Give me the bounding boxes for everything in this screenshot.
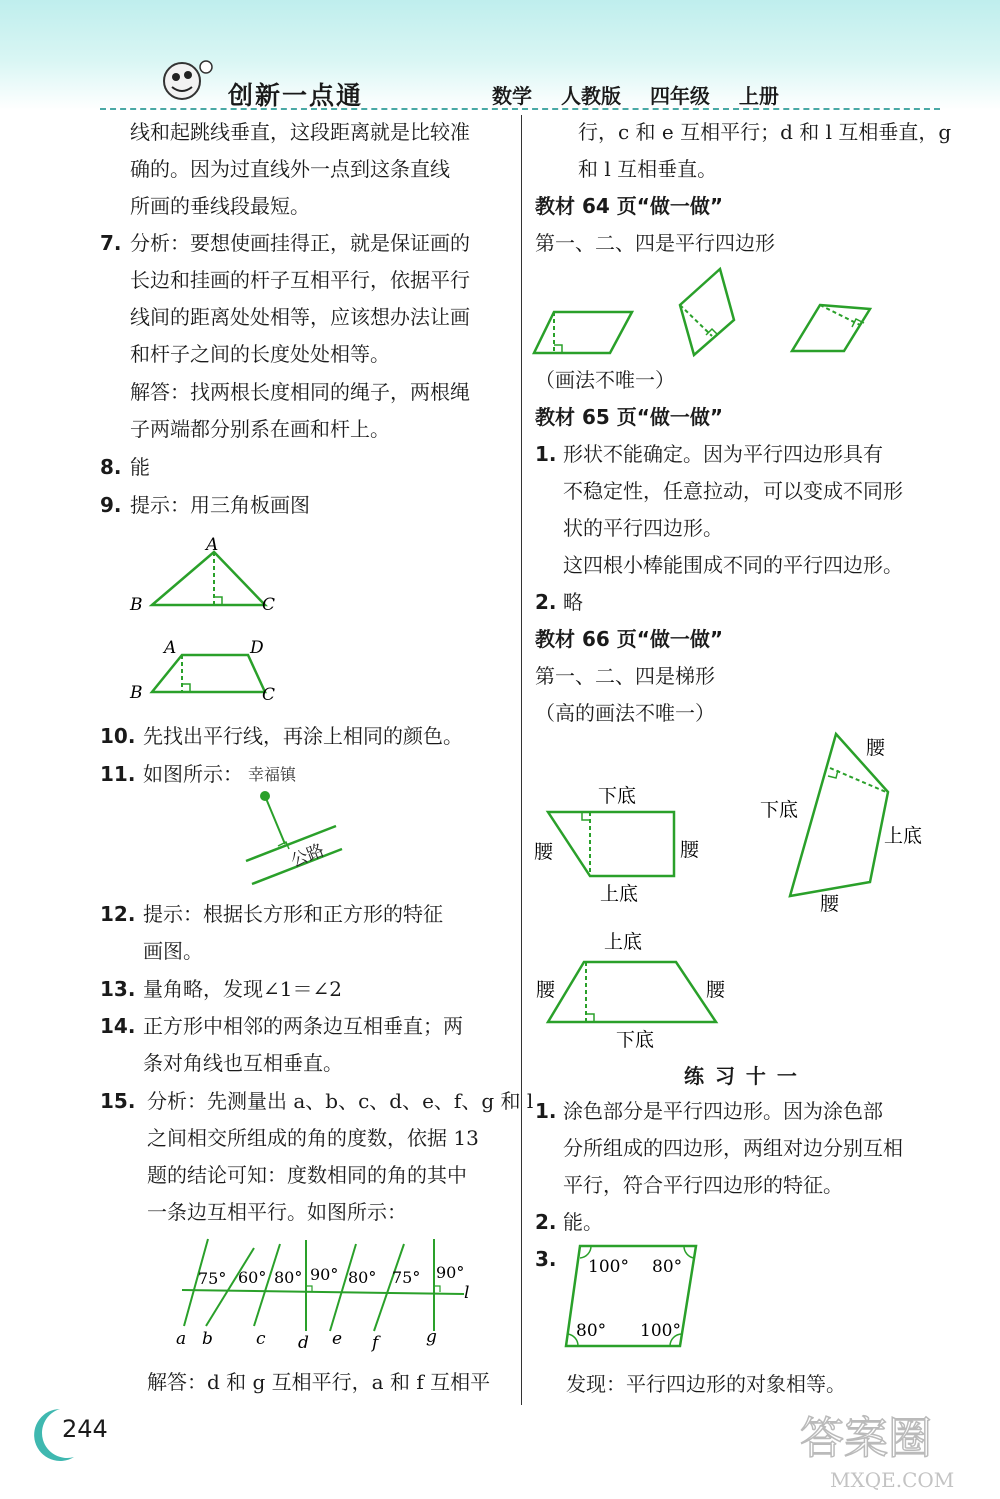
upper-base-label: 上底 xyxy=(600,883,639,905)
q15-diagram xyxy=(168,1236,488,1366)
q12-number: 12. xyxy=(100,902,136,926)
header-rule xyxy=(100,108,940,110)
q12-line: 画图。 xyxy=(143,939,203,963)
label-d: D xyxy=(250,638,264,658)
lower-base-label: 下底 xyxy=(760,799,799,821)
ex3-finding: 发现：平行四边形的对象相等。 xyxy=(566,1372,846,1396)
angle-label: 80° xyxy=(652,1257,683,1277)
angle-label: 100° xyxy=(588,1257,629,1277)
ex3-parallelogram xyxy=(560,1238,710,1354)
line-label: f xyxy=(372,1333,379,1353)
q7-line: 和杆子之间的长度处处相等。 xyxy=(130,342,390,366)
ex1-line: 分所组成的四边形，两组对边分别互相 xyxy=(563,1136,903,1160)
s65-q2-number: 2. xyxy=(535,590,557,614)
s65-q1-number: 1. xyxy=(535,442,557,466)
line-label: d xyxy=(298,1333,309,1353)
label-a: A xyxy=(164,638,177,658)
q8-text: 能 xyxy=(130,455,150,479)
ex1-line: 涂色部分是平行四边形。因为涂色部 xyxy=(563,1099,883,1123)
trapezoid-diagrams xyxy=(530,730,950,1050)
leg-label: 腰 xyxy=(866,737,886,759)
q15-answer: 解答：d 和 g 互相平行，a 和 f 互相平 xyxy=(147,1370,491,1394)
ex1-line: 平行，符合平行四边形的特征。 xyxy=(563,1173,843,1197)
q14-line: 条对角线也互相垂直。 xyxy=(143,1051,343,1075)
volume: 上册 xyxy=(738,84,779,108)
q9-number: 9. xyxy=(100,493,122,517)
book-meta xyxy=(492,80,801,109)
s65-q1-line: 不稳定性，任意拉动，可以变成不同形 xyxy=(563,479,903,503)
leg-label: 腰 xyxy=(680,839,700,861)
section-66-title: 教材 66 页“做一做” xyxy=(535,627,724,651)
q7-line: 线间的距离处处相等，应该想办法让画 xyxy=(130,305,470,329)
ex2-number: 2. xyxy=(535,1210,557,1234)
q8-number: 8. xyxy=(100,455,122,479)
subject: 数学 xyxy=(492,84,532,108)
angle-label: 60° xyxy=(238,1268,267,1287)
watermark-url: MXQE.COM xyxy=(830,1468,955,1492)
q7-line: 分析：要想使画挂得正，就是保证画的 xyxy=(130,231,470,255)
q9-diagram xyxy=(120,530,290,710)
q11-text: 如图所示： xyxy=(143,762,243,786)
angle-label: 75° xyxy=(392,1268,421,1287)
label-b: B xyxy=(130,683,143,703)
edition: 人教版 xyxy=(560,84,621,108)
s65-q1-line: 状的平行四边形。 xyxy=(563,516,723,540)
q11-diagram xyxy=(240,756,350,891)
angle-label: 80° xyxy=(348,1268,377,1287)
right-cont-line: 行，c 和 e 互相平行；d 和 l 互相垂直，g xyxy=(578,120,952,144)
line-label: a xyxy=(176,1329,187,1349)
q11-number: 11. xyxy=(100,762,136,786)
angle-label: 90° xyxy=(436,1263,465,1282)
ex1-number: 1. xyxy=(535,1099,557,1123)
s65-q2-text: 略 xyxy=(563,590,583,614)
q15-line: 分析：先测量出 a、b、c、d、e、f、g 和 l xyxy=(147,1089,534,1113)
lower-base-label: 下底 xyxy=(598,785,637,807)
section-64-note: （画法不唯一） xyxy=(535,368,675,392)
column-divider xyxy=(521,115,522,1405)
leg-label: 腰 xyxy=(534,841,554,863)
q7-line: 子两端都分别系在画和杆上。 xyxy=(130,417,390,441)
angle-label: 80° xyxy=(576,1321,607,1341)
leg-label: 腰 xyxy=(820,893,840,915)
ex2-text: 能。 xyxy=(563,1210,603,1234)
book-title: 创新一点通 xyxy=(228,81,364,110)
label-a: A xyxy=(206,535,219,555)
q7-line: 长边和挂画的杆子互相平行，依据平行 xyxy=(130,268,470,292)
section-64-text: 第一、二、四是平行四边形 xyxy=(535,231,775,255)
angle-label: 100° xyxy=(640,1321,681,1341)
line-label: c xyxy=(256,1329,266,1349)
line-label: l xyxy=(464,1283,470,1303)
parallelogram-diagrams xyxy=(530,265,910,365)
angle-label: 75° xyxy=(198,1269,227,1288)
grade: 四年级 xyxy=(649,84,710,108)
right-cont-line: 和 l 互相垂直。 xyxy=(578,157,718,181)
line-label: g xyxy=(426,1327,437,1347)
leg-label: 腰 xyxy=(536,979,556,1001)
q14-line: 正方形中相邻的两条边互相垂直；两 xyxy=(143,1014,463,1038)
q9-text: 提示：用三角板画图 xyxy=(130,493,310,517)
left-cont-line: 所画的垂线段最短。 xyxy=(130,194,310,218)
town-label: 幸福镇 xyxy=(248,765,297,784)
upper-base-label: 上底 xyxy=(604,931,643,953)
label-c: C xyxy=(262,685,276,705)
q7-number: 7. xyxy=(100,231,122,255)
ex3-number: 3. xyxy=(535,1247,557,1271)
label-b: B xyxy=(130,595,143,615)
watermark-stamp xyxy=(790,1395,980,1495)
q15-line: 题的结论可知：度数相同的角的其中 xyxy=(147,1163,467,1187)
q10-text: 先找出平行线，再涂上相同的颜色。 xyxy=(143,724,463,748)
label-c: C xyxy=(262,595,276,615)
logo-icon xyxy=(160,55,220,105)
leg-label: 腰 xyxy=(706,979,726,1001)
road-label: 公路 xyxy=(288,840,328,872)
page-number: 244 xyxy=(62,1415,108,1443)
lower-base-label: 下底 xyxy=(616,1029,655,1050)
section-66-text: 第一、二、四是梯形 xyxy=(535,664,715,688)
q15-number: 15. xyxy=(100,1089,136,1113)
upper-base-label: 上底 xyxy=(884,825,923,847)
q13-number: 13. xyxy=(100,977,136,1001)
angle-label: 90° xyxy=(310,1265,339,1284)
q10-number: 10. xyxy=(100,724,136,748)
q14-number: 14. xyxy=(100,1014,136,1038)
watermark-text: 答案圈 xyxy=(800,1413,932,1464)
left-cont-line: 确的。因为过直线外一点到这条直线 xyxy=(130,157,450,181)
s65-q1-line: 形状不能确定。因为平行四边形具有 xyxy=(563,442,883,466)
q13-text: 量角略，发现∠1＝∠2 xyxy=(143,977,342,1001)
line-label: b xyxy=(202,1329,213,1349)
s65-q1-line: 这四根小棒能围成不同的平行四边形。 xyxy=(563,553,903,577)
section-65-title: 教材 65 页“做一做” xyxy=(535,405,724,429)
angle-label: 80° xyxy=(274,1268,303,1287)
exercise-title: 练 习 十 一 xyxy=(684,1064,799,1088)
line-label: e xyxy=(332,1329,343,1349)
left-cont-line: 线和起跳线垂直，这段距离就是比较准 xyxy=(130,120,470,144)
section-64-title: 教材 64 页“做一做” xyxy=(535,194,724,218)
q12-line: 提示：根据长方形和正方形的特征 xyxy=(143,902,443,926)
q7-line: 解答：找两根长度相同的绳子，两根绳 xyxy=(130,380,470,404)
q15-line: 一条边互相平行。如图所示： xyxy=(147,1200,407,1224)
q15-line: 之间相交所组成的角的度数，依据 13 xyxy=(147,1126,479,1150)
section-66-note: （高的画法不唯一） xyxy=(535,701,715,725)
